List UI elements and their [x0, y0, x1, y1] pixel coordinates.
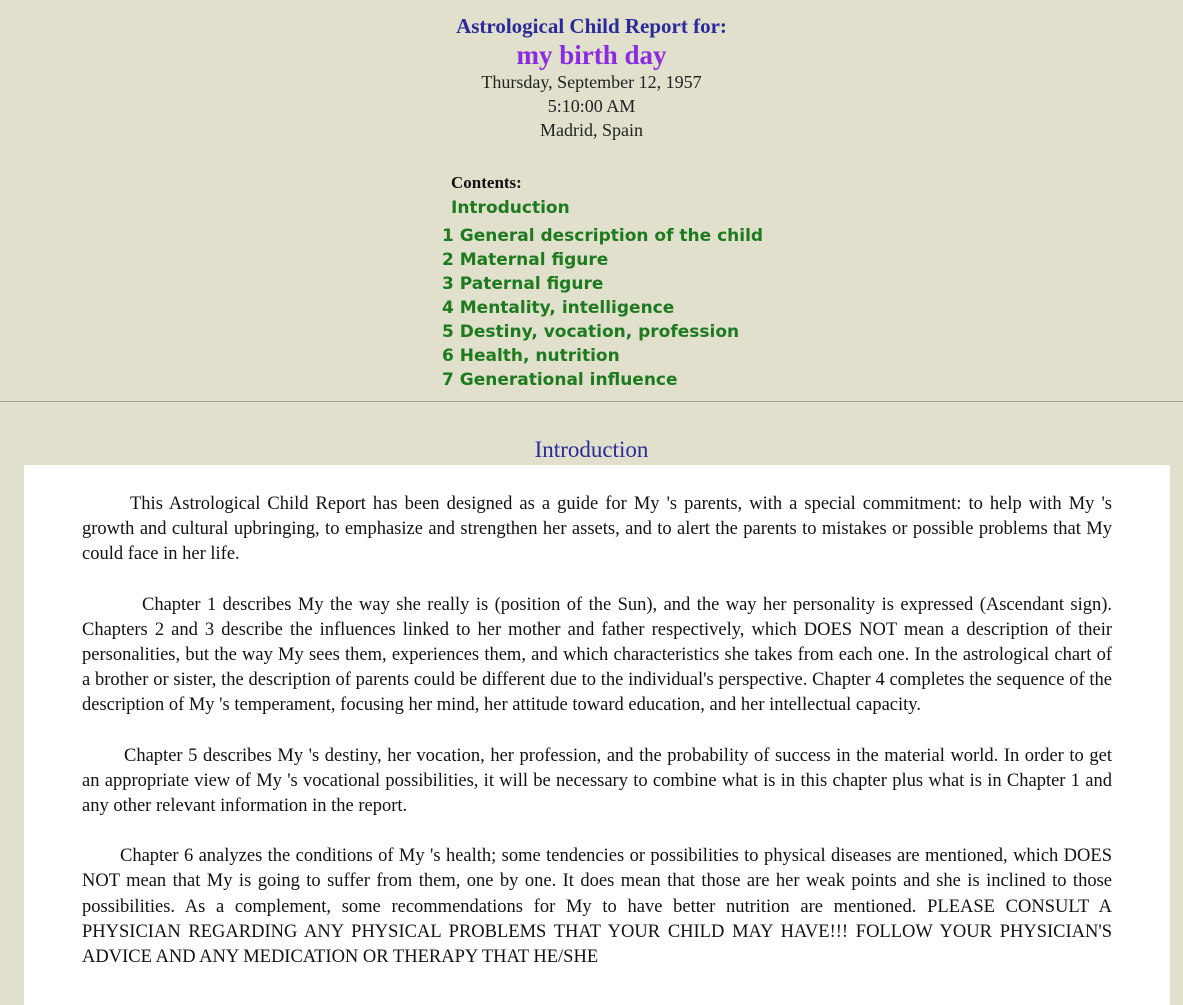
table-of-contents — [442, 172, 763, 392]
person-name: my birth day — [516, 40, 667, 70]
intro-paragraph — [82, 492, 1112, 568]
contents-label: Contents: — [451, 173, 522, 192]
birth-time: 5:10:00 AM — [547, 96, 636, 116]
paragraph-text: Chapter 1 describes My the way she really is (position of the Sun), and the way her personality is expressed (Ascendant sign). Chapters 2 and 3 describe the influences linked to her mother and father respectively, which DOES NOT mean a description of their personalities, but the way My sees them, experiences them, and which characteristics she takes from each one. In the astrological chart of a brother or sister, the description of parents could be different due to the individual's perspective. Chapter 4 completes the sequence of the description of My 's temperament, focusing her mind, her attitude toward education, and her intellectual capacity. — [82, 594, 1112, 716]
toc-link-general-description[interactable]: 1 General description of the child — [442, 226, 764, 246]
toc-list — [442, 194, 763, 392]
paragraph-text: This Astrological Child Report has been designed as a guide for My 's parents, with a special commitment: to help with My 's growth and cultural upbringing, to emphasize and strengthen her assets, and to alert the parents to mistakes or possible problems that My could face in her life. — [82, 494, 1112, 565]
birth-date: Thursday, September 12, 1957 — [481, 72, 702, 92]
toc-link-introduction[interactable]: Introduction — [451, 198, 570, 218]
toc-link-generational[interactable]: 7 Generational influence — [442, 370, 678, 390]
paragraph-text: Chapter 5 describes My 's destiny, her vocation, her profession, and the probability of success in the material world. In order to get an appropriate view of My 's vocational possibilities, it will be necessary to combine what is in this chapter plus what is in Chapter 1 and any other relevant information in the report. — [82, 745, 1112, 817]
section-body — [24, 465, 1170, 1005]
report-header — [0, 0, 1183, 142]
intro-paragraph — [82, 844, 1112, 970]
toc-link-paternal-figure[interactable]: 3 Paternal figure — [442, 274, 604, 294]
section-divider — [0, 401, 1183, 402]
intro-paragraph — [82, 593, 1112, 719]
birth-place: Madrid, Spain — [540, 120, 643, 140]
intro-paragraph — [82, 744, 1112, 820]
paragraph-text: Chapter 6 analyzes the conditions of My 's health; some tendencies or possibilities to physical diseases are mentioned, which DOES NOT mean that My is going to suffer from them, one by one. It does mean that those are her weak points and she is inclined to those possibilities. As a complement, some recommendations for My to have better nutrition are mentioned. PLEASE CONSULT A PHYSICIAN REGARDING ANY PHYSICAL PROBLEMS THAT YOUR CHILD MAY HAVE!!! FOLLOW YOUR PHYSICIAN'S ADVICE AND ANY MEDICATION OR THERAPY THAT HE/SHE — [82, 846, 1112, 968]
toc-link-destiny[interactable]: 5 Destiny, vocation, profession — [442, 322, 740, 342]
section-heading: Introduction — [534, 437, 649, 462]
toc-link-maternal-figure[interactable]: 2 Maternal figure — [442, 250, 609, 270]
report-title: Astrological Child Report for: — [456, 14, 727, 38]
toc-link-mentality[interactable]: 4 Mentality, intelligence — [442, 298, 675, 318]
toc-link-health[interactable]: 6 Health, nutrition — [442, 346, 620, 366]
